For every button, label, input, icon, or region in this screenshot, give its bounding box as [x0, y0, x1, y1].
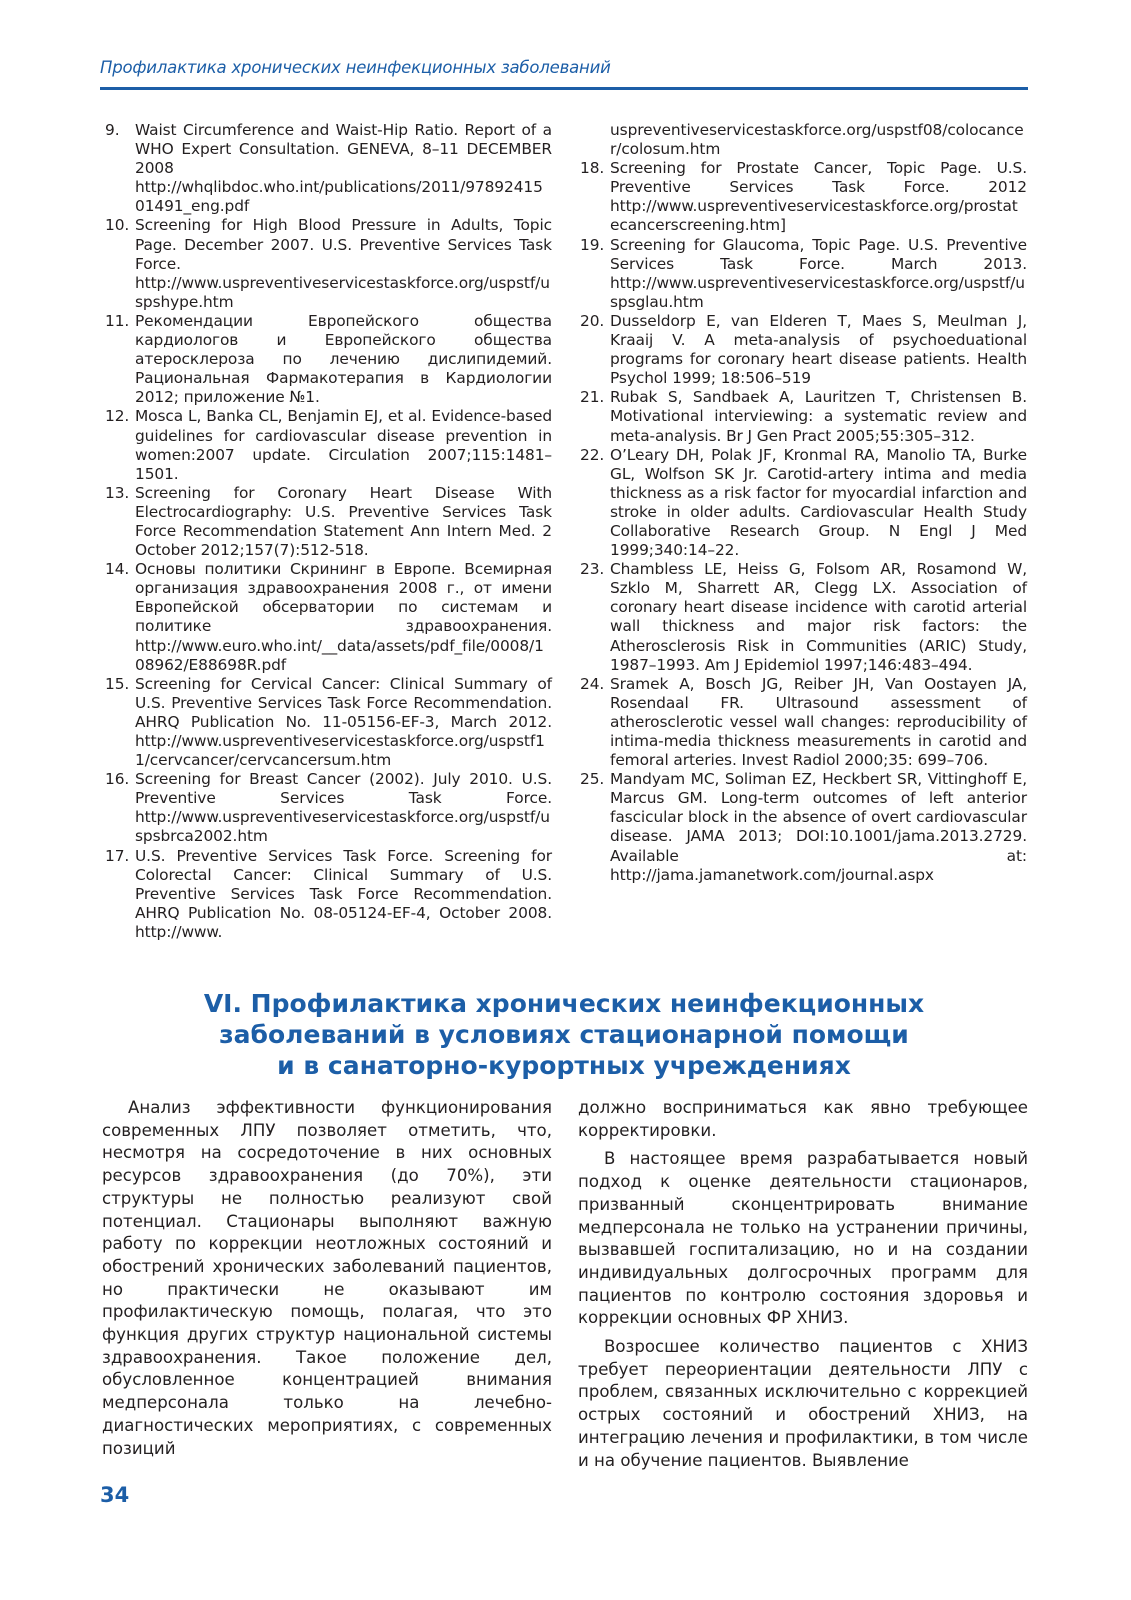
body-paragraph: Возросшее количество пациентов с ХНИЗ требует переориентации деятельности ЛПУ с проблем, связанных исключительно с коррекцией острых состояний и обострений ХНИЗ, на интеграцию лечения и профилактики, в том числе и на обучение пациентов. Выявление [578, 1337, 1028, 1470]
reference-text: Waist Circumference and Waist-Hip Ratio. Report of a WHO Expert Consultation. GENEVA, 8–11 DECEMBER 2008 http://whqlibdoc.who.int/publications/2011/9789241501491_eng.pdf [135, 121, 552, 216]
reference-text: Screening for Coronary Heart Disease With Electrocardiography: U.S. Preventive Services Task Force Recommendation Statement Ann Intern Med. 2 October 2012;157(7):512-518. [135, 483, 552, 560]
references-right-column [577, 121, 1027, 885]
reference-number: 9. [105, 121, 120, 139]
reference-item [577, 675, 1027, 770]
reference-number: 17. [105, 846, 130, 865]
reference-continuation: uspreventiveservicestaskforce.org/uspstf08/colocancer/colosum.htm [610, 121, 1024, 159]
reference-number: 24. [580, 674, 605, 693]
reference-number: 12. [105, 407, 130, 426]
reference-number: 11. [105, 311, 130, 330]
reference-item [102, 847, 552, 942]
section-title-line: заболеваний в условиях стационарной помощи [219, 1020, 909, 1049]
reference-number: 13. [105, 483, 130, 502]
section-title-line: и в санаторно-курортных учреждениях [277, 1051, 851, 1080]
reference-item [577, 159, 1027, 235]
reference-item [102, 312, 552, 407]
reference-item [577, 446, 1027, 561]
reference-item [102, 675, 552, 770]
running-header: Профилактика хронических неинфекционных заболеваний [100, 58, 611, 77]
reference-text: Основы политики Скрининг в Европе. Всемирная организация здравоохранения 2008 г., от имени Европейской обсерватории по системам и политике здравоохранения. http://www.euro.who.int/__data/assets/pdf_file/0008/108962/E88698R.pdf [135, 560, 552, 674]
reference-item [102, 484, 552, 560]
reference-number: 20. [580, 311, 605, 330]
reference-item [577, 388, 1027, 445]
header-divider [100, 87, 1028, 90]
reference-text: Dusseldorp E, van Elderen T, Maes S, Meulman J, Kraaij V. A meta-analysis of psychoeduational programs for coronary heart disease patients. Health Psychol 1999; 18:506–519 [610, 311, 1027, 388]
reference-number: 23. [580, 560, 605, 579]
reference-number: 25. [580, 770, 605, 789]
reference-number: 14. [105, 560, 130, 579]
reference-item [577, 560, 1027, 675]
body-paragraph: Анализ эффективности функционирования современных ЛПУ позволяет отметить, что, несмотря на сосредоточение в них основных ресурсов здравоохранения (до 70%), эти структуры не полностью реализуют свой потенциал. Стационары выполняют важную работу по коррекции неотложных состояний и обострений хронических заболеваний пациентов, но практически не оказывают им профилактическую помощь, полагая, что это функция других структур национальной системы здравоохранения. Такое положение дел, обусловленное концентрацией внимания медперсонала только на лечебно-диагностических мероприятиях, с современных позиций [102, 1098, 552, 1458]
reference-item [577, 312, 1027, 388]
reference-item [577, 236, 1027, 312]
reference-text: U.S. Preventive Services Task Force. Screening for Colorectal Cancer: Clinical Summary of U.S. Preventive Services Task Force Recommendation. AHRQ Publication No. 08-05124-EF-4, October 2008. http://www. [135, 846, 552, 941]
reference-text: Chambless LE, Heiss G, Folsom AR, Rosamond W, Szklo M, Sharrett AR, Clegg LX. Association of coronary heart disease incidence with carotid arterial wall thickness and major risk factors: the Atherosclerosis Risk in Communities (ARIC) Study, 1987–1993. Am J Epidemiol 1997;146:483–494. [610, 560, 1027, 674]
reference-number: 18. [580, 159, 605, 178]
reference-item [102, 407, 552, 483]
reference-number: 16. [105, 770, 130, 789]
reference-text: Рекомендации Европейского общества кардиологов и Европейского общества атеросклероза по лечению дислипидемий. Рациональная Фармакотерапия в Кардиологии 2012; приложение №1. [135, 311, 552, 407]
reference-number: 21. [580, 388, 605, 407]
reference-text: Mosca L, Banka CL, Benjamin EJ, et al. Evidence-based guidelines for cardiovascular disease prevention in women:2007 update. Circulation 2007;115:1481–1501. [135, 407, 552, 483]
reference-number: 10. [105, 216, 130, 235]
reference-text: Screening for Prostate Cancer, Topic Page. U.S. Preventive Services Task Force. 2012 http://www.uspreventiveservicestaskforce.org/prostatecancerscreening.htm] [610, 159, 1027, 235]
reference-text: Screening for Glaucoma, Topic Page. U.S. Preventive Services Task Force. March 2013. http://www.uspreventiveservicestaskforce.org/uspstf/uspsglau.htm [610, 235, 1027, 311]
reference-item [577, 770, 1027, 885]
reference-number: 15. [105, 674, 130, 693]
reference-text: Sramek A, Bosch JG, Reiber JH, Van Oostayen JA, Rosendaal FR. Ultrasound assessment of atherosclerotic vessel wall changes: reproducibility of intima-media thickness measurements in carotid and femoral arteries. Invest Radiol 2000;35: 699–706. [610, 674, 1027, 770]
reference-text: Rubak S, Sandbaek A, Lauritzen T, Christensen B. Motivational interviewing: a systematic review and meta-analysis. Br J Gen Pract 2005;55:305–312. [610, 388, 1027, 445]
body-paragraph: В настоящее время разрабатывается новый подход к оценке деятельности стационаров, призванный сконцентрировать внимание медперсонала не только на устранении причины, вызвавшей госпитализацию, но и на создании индивидуальных долгосрочных программ для пациентов по контролю состояния здоровья и коррекции основных ФР ХНИЗ. [578, 1149, 1028, 1328]
section-title-line: VI. Профилактика хронических неинфекционных [203, 989, 925, 1018]
reference-item [102, 560, 552, 675]
page-number: 34 [100, 1483, 130, 1507]
references-left-column [102, 121, 552, 942]
body-left-column [102, 1097, 552, 1460]
reference-text: Screening for High Blood Pressure in Adults, Topic Page. December 2007. U.S. Preventive Services Task Force. http://www.uspreventiveservicestaskforce.org/uspstf/uspshype.htm [135, 216, 552, 311]
reference-number: 22. [580, 445, 605, 464]
reference-item [102, 770, 552, 846]
reference-text: O’Leary DH, Polak JF, Kronmal RA, Manolio TA, Burke GL, Wolfson SK Jr. Carotid-artery intima and media thickness as a risk factor for myocardial infarction and stroke in older adults. Cardiovascular Health Study Collaborative Research Group. N Engl J Med 1999;340:14–22. [610, 445, 1027, 560]
reference-text: Mandyam MC, Soliman EZ, Heckbert SR, Vittinghoff E, Marcus GM. Long-term outcomes of left anterior fascicular block in the absence of overt cardiovascular disease. JAMA 2013; DOI:10.1001/jama.2013.2729. Available at: http://jama.jamanetwork.com/journal.aspx [610, 770, 1027, 884]
reference-text: Screening for Breast Cancer (2002). July 2010. U.S. Preventive Services Task Force. http://www.uspreventiveservicestaskforce.org/uspstf/uspsbrca2002.htm [135, 770, 552, 846]
reference-number: 19. [580, 235, 605, 254]
reference-item [102, 216, 552, 311]
section-title [100, 988, 1028, 1081]
reference-text: Screening for Cervical Cancer: Clinical Summary of U.S. Preventive Services Task Force Recommendation. AHRQ Publication No. 11-05156-EF-3, March 2012. http://www.uspreventiveservicestaskforce.org/uspstf11/cervcancer/cervcancersum.htm [135, 674, 552, 770]
body-paragraph-continuation: должно восприниматься как явно требующее корректировки. [578, 1098, 1028, 1140]
body-right-column [578, 1097, 1028, 1472]
reference-item [102, 121, 552, 216]
